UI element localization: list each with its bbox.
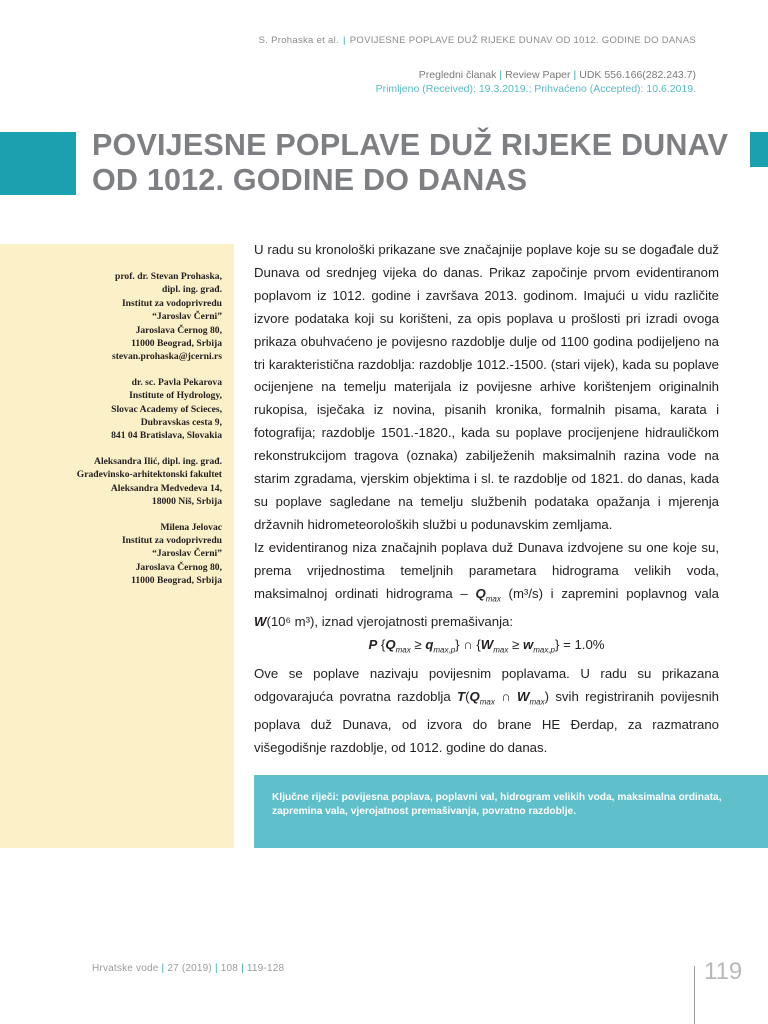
author-address: Jaroslava Černog 80,	[135, 561, 222, 573]
abstract-text: svih registriranih povijesnih poplava duž Dunava, od izvora do brane HE Đerdap, za razmatrano višegodišnje razdoblje, od 1012. godine do danas.	[254, 688, 719, 755]
running-header-title: POVIJESNE POPLAVE DUŽ RIJEKE DUNAV OD 1012. GODINE DO DANAS	[349, 35, 696, 46]
author-degree: dipl. ing. građ.	[162, 284, 222, 296]
author-affiliation: Institute of Hydrology,	[129, 390, 222, 402]
subscript: max	[485, 594, 501, 604]
article-type-en: Review Paper	[505, 69, 571, 81]
article-type-line	[376, 68, 696, 82]
author-name: prof. dr. Stevan Prohaska,	[115, 271, 222, 282]
abstract	[254, 239, 719, 760]
formula-p: P	[368, 637, 378, 653]
separator: |	[161, 963, 165, 974]
formula-w: w	[522, 637, 534, 653]
formula-q: Q	[385, 637, 396, 653]
article-type-hr: Pregledni članak	[418, 69, 497, 81]
author-city: 11000 Beograd, Srbija	[131, 575, 222, 587]
author-name: Aleksandra Ilić, dipl. ing. građ.	[94, 455, 222, 467]
running-header	[259, 35, 696, 46]
author-sidebar	[0, 244, 234, 848]
formula	[254, 634, 719, 663]
abstract-paragraph	[254, 537, 719, 634]
keywords-text: Ključne riječi: povijesna poplava, poplavni val, hidrogram velikih voda, maksimalna ordinata, zapremina vala, vjerojatnost premašivanja, povratno razdoblje.	[272, 792, 722, 817]
separator: |	[342, 35, 346, 46]
symbol-q: Q	[469, 688, 480, 704]
author-email[interactable]: stevan.prohaska@jcerni.rs	[111, 351, 222, 363]
abstract-text: Ove se poplave nazivaju povijesnim poplavama. U radu su prikazana odgovarajuća povratna razdoblja	[254, 665, 719, 704]
abstract-text: (m³/s) i zapremini poplavnog vala	[508, 585, 719, 601]
author-name: Milena Jelovac	[160, 521, 222, 533]
separator: |	[241, 963, 244, 974]
author-city: 841 04 Bratislava, Slovakia	[111, 430, 222, 442]
author-name: dr. sc. Pavla Pekarova	[131, 376, 222, 388]
article-meta	[376, 68, 696, 96]
udk-code: UDK 556.166(282.243.7)	[579, 69, 696, 81]
abstract-text: )	[544, 688, 549, 704]
author-affiliation: “Jaroslav Černi”	[152, 311, 222, 323]
formula-part: } ∩ {	[455, 637, 481, 653]
running-header-authors: S. Prohaska et al.	[258, 35, 339, 46]
subscript: max	[493, 645, 509, 655]
formula-part: } = 1.0%	[555, 637, 605, 653]
journal-name: Hrvatske vode	[92, 963, 159, 974]
separator: |	[499, 69, 503, 81]
author-address: Jaroslava Černog 80,	[135, 324, 222, 336]
formula-part: {	[377, 637, 386, 653]
formula-q: q	[425, 637, 434, 653]
footer-divider	[694, 966, 695, 1024]
author-affiliation: Institut za vodoprivredu	[121, 534, 222, 546]
author-address: Aleksandra Medvedeva 14,	[110, 482, 222, 494]
separator: |	[573, 69, 577, 81]
page-number: 119	[704, 958, 743, 985]
keywords-box	[254, 775, 768, 848]
symbol-q: Q	[475, 585, 486, 601]
journal-pages: 119-128	[246, 963, 285, 974]
abstract-text: ∩	[494, 688, 518, 704]
accent-bar-right	[750, 132, 768, 167]
formula-part: ≥	[410, 637, 426, 653]
author-address: Dubravskas cesta 9,	[140, 417, 222, 429]
subscript: max,p	[433, 645, 456, 655]
author-entry	[7, 270, 222, 364]
subscript: max,p	[533, 645, 556, 655]
subscript: max	[395, 645, 411, 655]
symbol-w: W	[517, 688, 530, 704]
author-affiliation: “Jaroslav Černi”	[152, 548, 222, 560]
symbol-t: T	[457, 688, 466, 704]
received-accepted-dates: Primljeno (Received): 19.3.2019.; Prihvaćeno (Accepted): 10.6.2019.	[375, 83, 696, 95]
footer-journal	[92, 963, 284, 974]
author-entry	[7, 376, 222, 443]
accent-bar-left	[0, 132, 76, 195]
separator: |	[214, 963, 218, 974]
subscript: max	[479, 697, 495, 707]
author-affiliation: Slovac Academy of Scieces,	[111, 403, 222, 415]
journal-volume: 27 (2019)	[167, 963, 212, 974]
symbol-w: W	[254, 614, 267, 630]
author-entry	[7, 455, 222, 509]
author-affiliation: Građevinsko-arhitektonski fakultet	[76, 469, 222, 481]
abstract-paragraph: U radu su kronološki prikazane sve značajnije poplave koje su se događale duž Dunava od srednjeg vijeka do danas. Prikaz započinje prvom evidentiranom poplavom iz 1012. godine i završava 2013. godinom. Imajući u vidu različite izvore podataka koji su korišteni, za opis poplava u prošlosti pri izradi ovoga prikaza obuhvaćeno je povijesno razdoblje dulje od 1100 godina podijeljeno na tri karakteristična razdoblja: razdoblje 1012.-1500. (stari vijek), kada su poplave ocijenjene na temelju materijala iz povijesne arhive korištenjem originalnih rukopisa, isječaka iz novina, pisanih kronika, formalnih pisama, karata i fotografija; razdoblje 1501.-1820., kada su poplave procijenjene hidrauličkom rekonstrukcijom tragova (oznaka) zabilježenih maksimalnih razina vode na starim zgradama, vjerskim objektima i sl. te razdoblje od 1821. do danas, kada su poplave sagledane na temelju službenih podataka opažanja i mjerenja državnih hidrometeoroloških službi u podunavskim zemljama.	[254, 242, 719, 532]
author-city: 11000 Beograd, Srbija	[131, 338, 222, 350]
abstract-paragraph	[254, 663, 719, 760]
formula-part: ≥	[508, 637, 523, 653]
author-city: 18000 Niš, Srbija	[151, 496, 222, 508]
abstract-text: (	[465, 688, 470, 704]
author-list	[7, 270, 222, 600]
subscript: max	[529, 697, 545, 707]
abstract-text: (10⁶ m³), iznad vjerojatnosti premašivanja:	[266, 614, 514, 630]
abstract-text: Iz evidentiranog niza značajnih poplava duž Dunava izdvojene su one koje su, prema vrijednostima temeljnih parametara hidrograma velikih voda, maksimalnoj ordinati hidrograma –	[254, 539, 719, 601]
article-title: POVIJESNE POPLAVE DUŽ RIJEKE DUNAV OD 1012. GODINE DO DANAS	[92, 128, 729, 197]
journal-issue: 108	[220, 963, 239, 974]
author-affiliation: Institut za vodoprivredu	[121, 297, 222, 309]
author-entry	[7, 521, 222, 588]
formula-w: W	[480, 637, 494, 653]
